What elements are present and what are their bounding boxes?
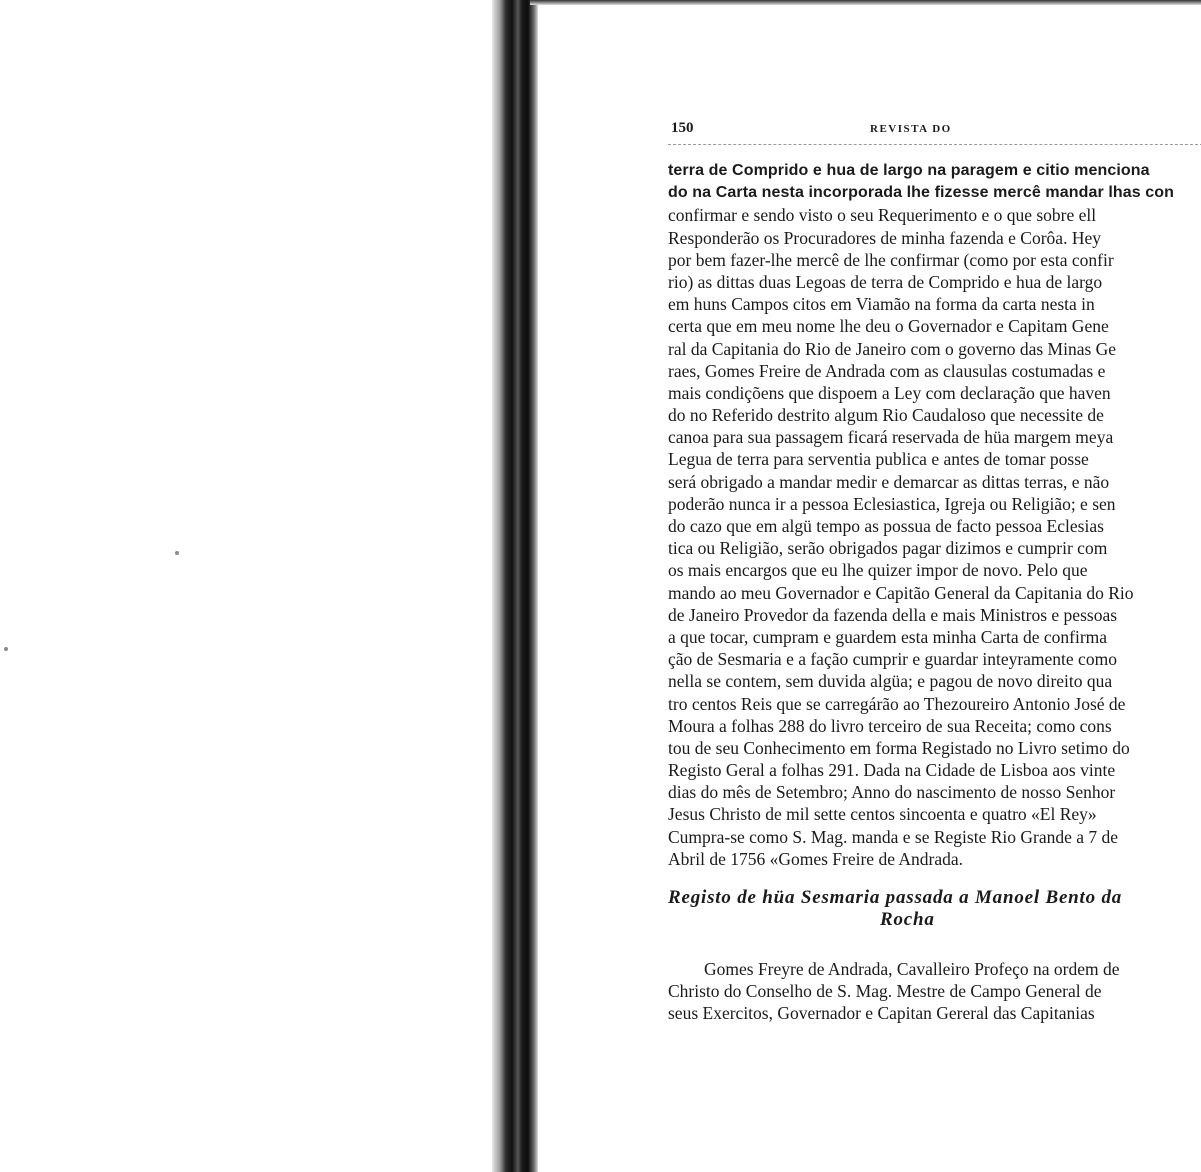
text-line: poderão nunca ir a pessoa Eclesiastica, Igreja ou Religião; e sen <box>668 493 1116 514</box>
page-number: 150 <box>671 120 694 136</box>
scan-speck <box>4 647 8 651</box>
text-line: Cumpra-se como S. Mag. manda e se Registe Rio Grande a 7 de <box>668 826 1119 847</box>
text-line: nella se contem, sem duvida algüa; e pagou de novo direito qua <box>668 671 1113 692</box>
text-line: Christo do Conselho de S. Mag. Mestre de Campo General de <box>668 981 1102 1002</box>
text-line: terra de Comprido e hua de largo na paragem e citio menciona <box>668 162 1150 179</box>
text-line: confirmar e sendo visto o seu Requerimento e o que sobre ell <box>668 205 1097 226</box>
text-line: ção de Sesmaria e a fação cumprir e guardar inteyramente como <box>668 649 1117 670</box>
text-line: Legua de terra para serventia publica e antes de tomar posse <box>668 449 1089 470</box>
text-line: raes, Gomes Freire de Andrada com as clausulas costumadas e <box>668 360 1106 381</box>
text-line: Registo Geral a folhas 291. Dada na Cidade de Lisboa aos vinte <box>668 760 1116 781</box>
text-line: do cazo que em algü tempo as possua de facto pessoa Eclesias <box>668 516 1104 536</box>
text-line: Gomes Freyre de Andrada, Cavalleiro Profeço na ordem de <box>704 959 1120 979</box>
text-line: tro centos Reis que se carregárão ao Thezoureiro Antonio José de <box>668 693 1126 714</box>
text-line: ral da Capitania do Rio de Janeiro com o governo das Minas Ge <box>668 338 1117 359</box>
text-line: em huns Campos citos em Viamão na forma da carta nesta in <box>668 294 1095 315</box>
section-title <box>668 887 1201 931</box>
text-line: do na Carta nesta incorporada lhe fizesse mercê mandar lhas con <box>668 184 1175 202</box>
text-line: rio) as dittas duas Legoas de terra de Comprido e hua de largo <box>668 271 1103 292</box>
right-page <box>668 120 1201 1025</box>
text-line: canoa para sua passagem ficará reservada de hüa margem meya <box>668 427 1114 448</box>
text-line: dias do mês de Setembro; Anno do nascimento de nosso Senhor <box>668 782 1116 803</box>
scan-speck <box>175 551 179 555</box>
text-line: será obrigado a mandar medir e demarcar as dittas terras, e não <box>668 471 1110 492</box>
section-title-line: Registo de hüa Sesmaria passada a Manoel Bento da <box>668 887 1123 908</box>
page-top-edge <box>530 0 1201 5</box>
section-title-line: Rocha <box>880 909 935 930</box>
text-line: a que tocar, cumpram e guardem esta minha Carta de confirma <box>668 626 1108 647</box>
text-line: do no Referido destrito algum Rio Caudaloso que necessite de <box>668 405 1104 426</box>
paragraph <box>668 958 1201 1025</box>
text-line: de Janeiro Provedor da fazenda della e mais Ministros e pessoas <box>668 604 1118 625</box>
text-line: Moura a folhas 288 do livro terceiro de sua Receita; como cons <box>668 715 1112 736</box>
text-line: Responderão os Procuradores de minha fazenda e Corôa. Hey <box>668 227 1101 248</box>
text-line: Jesus Christo de mil sette centos sincoenta e quatro «El Rey» <box>668 804 1097 825</box>
text-line: mais condiçõens que dispoem a Ley com declaração que haven <box>668 382 1111 403</box>
text-line: tica ou Religião, serão obrigados pagar dizimos e cumprir com <box>668 538 1108 559</box>
running-head <box>668 120 1201 145</box>
text-line: seus Exercitos, Governador e Capitan Gereral das Capitanias <box>668 1003 1095 1024</box>
journal-title: REVISTA DO <box>870 123 952 135</box>
body-text <box>668 160 1201 870</box>
text-line: os mais encargos que eu lhe quizer impor de novo. Pelo que <box>668 560 1088 581</box>
text-line: Abril de 1756 «Gomes Freire de Andrada. <box>668 848 963 869</box>
text-line: certa que em meu nome lhe deu o Governador e Capitam Gene <box>668 316 1109 337</box>
text-line: por bem fazer-lhe mercê de lhe confirmar (como por esta confir <box>668 249 1114 270</box>
book-spine-shadow <box>492 0 538 1172</box>
text-line: mando ao meu Governador e Capitão General da Capitania do Rio <box>668 582 1134 603</box>
text-line: tou de seu Conhecimento em forma Registado no Livro setimo do <box>668 737 1130 758</box>
